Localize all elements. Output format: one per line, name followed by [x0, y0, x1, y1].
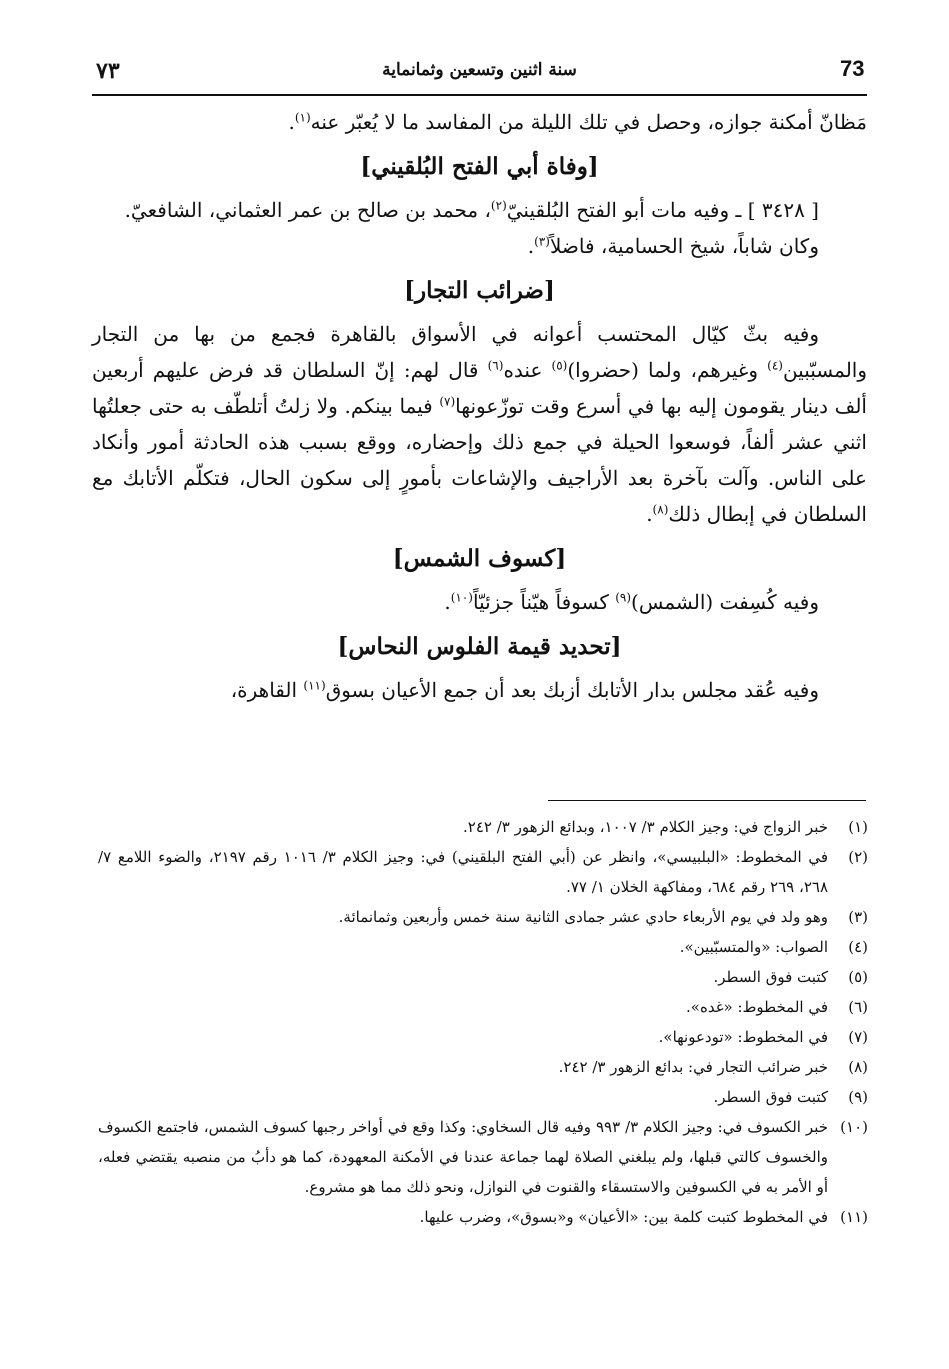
footnote	[98, 1082, 868, 1112]
paragraph-1: مَظانّ أمكنة جوازه، وحصل في تلك الليلة من المفاسد ما لا يُعبّر عنه$^{(١)}$.	[288, 110, 867, 134]
footnote-ref: (٩)	[615, 590, 632, 605]
footnote-separator	[548, 800, 866, 801]
main-text	[92, 104, 867, 708]
section-heading: [تحديد قيمة الفلوس النحاس]	[337, 633, 622, 660]
footnote	[98, 932, 868, 962]
footnote-text: خبر ضرائب التجار في: بدائع الزهور ٣/ ٢٤٢.	[558, 1058, 828, 1076]
footnote-number: (٦)	[848, 998, 868, 1016]
footnote-number: (٣)	[848, 908, 868, 926]
footnote-number: (٤)	[848, 938, 868, 956]
footnote-text: في المخطوط كتبت كلمة بين: «الأعيان» و«بسوق»، وضرب عليها.	[419, 1208, 828, 1226]
footnote-ref: (٤)	[767, 358, 783, 373]
footnote-ref: (٣)	[534, 234, 550, 249]
footnote-ref: (٨)	[652, 502, 669, 517]
footnote	[98, 812, 868, 842]
footnote	[98, 992, 868, 1022]
footnote-text: كتبت فوق السطر.	[713, 1088, 828, 1106]
footnote-text: خبر الكسوف في: وجيز الكلام ٣/ ٩٩٣ وفيه قال السخاوي: وكذا وقع في أواخر رجبها كسوف الشمس، فاجتمع الكسوف والخسوف كالتي قبلها، ولم يبلغني الصلاة لهما جماعة عندنا في الأمكنة المعهودة، كما هو دأبُ من منصبه يقتضي فعله، أو الأمر به في الكسوفين والاستسقاء والقنوت في النوازل، ونحو ذلك مما هو مشروع.	[98, 1118, 828, 1196]
footnote-ref: (١)	[294, 110, 311, 125]
running-title: سنة اثنين وتسعين وثمانماية	[382, 60, 577, 80]
paragraph-5: وفيه كُسِفت (الشمس)$^{(٩)}$ كسوفاً هيّناً جزئيّاً$^{(١٠)}$.	[444, 590, 819, 614]
footnote-text: الصواب: «والمتسبّبين».	[679, 938, 828, 956]
footnote	[98, 962, 868, 992]
paragraph-6: وفيه عُقد مجلس بدار الأتابك أزبك بعد أن جمع الأعيان بسوق$^{(١١)}$ القاهرة،	[230, 678, 819, 702]
footnote-number: (٩)	[848, 1088, 868, 1106]
footnote-ref: (١٠)	[450, 590, 473, 605]
footnote	[98, 1112, 868, 1202]
paragraph-2: [ ٣٤٢٨ ] ـ وفيه مات أبو الفتح البُلقينيّ$^{(٢)}$، محمد بن صالح بن عمر العثماني، الشافعيّ.	[124, 198, 819, 222]
footnote-text: وهو ولد في يوم الأربعاء حادي عشر جمادى الثانية سنة خمس وأربعين وثمانمائة.	[338, 908, 828, 926]
footnote	[98, 842, 868, 902]
page-number-latin: 73	[840, 56, 865, 81]
footnote-ref: (٧)	[439, 394, 456, 409]
footnote-ref: (٦)	[487, 358, 504, 373]
section-heading: [كسوف الشمس]	[392, 545, 567, 572]
page-header	[92, 52, 867, 96]
footnote	[98, 1202, 868, 1232]
paragraph-4: وفيه بثّ كيّال المحتسب أعوانه في الأسواق بالقاهرة فجمع من بها من التجار والمسبّبين$^{(٤)}$ وغيرهم، ولما (حضروا)$^{(٥)}$ عنده$^{(٦)}$ قال لهم: إنّ السلطان قد فرض عليهم أربعين ألف دينار يقومون إليه بها في أسرع وقت توزّعونها$^{(٧)}$ فيما بينكم. ولا زلتُ أتلطّف به حتى جعلتُها اثني عشر ألفاً، فوسعوا الحيلة في جمع ذلك وإحضاره، ووقع بسبب هذه الحادثة أمور وأنكاد على الناس. وآلت بآخرة بعد الأراجيف والإشاعات بأمورٍ إلى سكون الحال، فتكلّم الأتابك مع السلطان في إبطال ذلك$^{(٨)}$.	[92, 322, 867, 526]
footnote-number: (١١)	[840, 1208, 868, 1226]
footnote-text: خبر الزواج في: وجيز الكلام ٣/ ١٠٠٧، وبدائع الزهور ٣/ ٢٤٢.	[463, 818, 828, 836]
footnote-text: كتبت فوق السطر.	[713, 968, 828, 986]
page-number-arabic: ٧٣	[96, 58, 120, 84]
section-heading: [وفاة أبي الفتح البُلقيني]	[360, 153, 599, 180]
footnote	[98, 902, 868, 932]
paragraph-3: وكان شاباً، شيخ الحسامية، فاضلاً$^{(٣)}$.	[527, 234, 819, 258]
footnote-ref: (١١)	[303, 678, 326, 693]
footnotes	[98, 812, 868, 1232]
footnote	[98, 1022, 868, 1052]
footnote-number: (٨)	[848, 1058, 868, 1076]
footnote-text: في المخطوط: «تودعونها».	[658, 1028, 828, 1046]
footnote-ref: (٢)	[490, 198, 507, 213]
footnote-number: (٧)	[848, 1028, 868, 1046]
footnote	[98, 1052, 868, 1082]
footnote-number: (١٠)	[840, 1118, 868, 1136]
footnote-ref: (٥)	[551, 358, 568, 373]
footnote-text: في المخطوط: «البلبيسي»، وانظر عن (أبي الفتح البلقيني) في: وجيز الكلام ٣/ ١٠١٦ رقم ٢١٩٧، والضوء اللامع ٧/ ٢٦٨، ٢٦٩ رقم ٦٨٤، ومفاكهة الخلان ١/ ٧٧.	[98, 848, 828, 896]
footnote-number: (٥)	[848, 968, 868, 986]
footnote-number: (١)	[848, 818, 868, 836]
footnote-number: (٢)	[848, 848, 868, 866]
footnote-text: في المخطوط: «غده».	[686, 998, 828, 1016]
section-heading: [ضرائب التجار]	[404, 277, 555, 304]
